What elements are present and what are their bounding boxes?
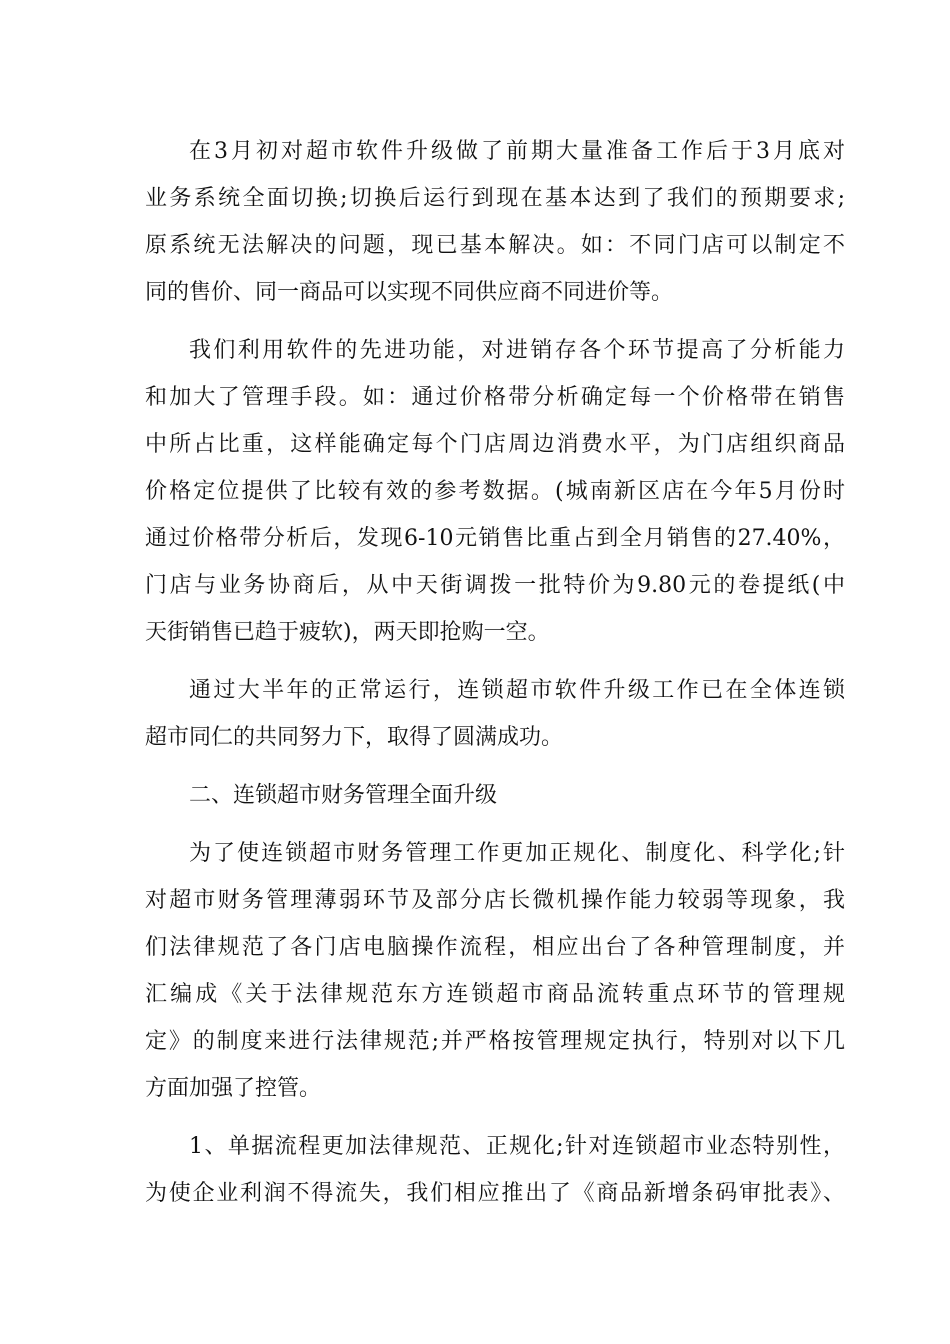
text-line: 原系统无法解决的问题，现已基本解决。如：不同门店可以制定不 [145,233,845,258]
text-line: 们法律规范了各门店电脑操作流程，相应出台了各种管理制度，并 [145,935,845,960]
text-line: 同的售价、同一商品可以实现不同供应商不同进价等。 [145,280,674,305]
paragraph-document-flow [145,1123,845,1217]
paragraph-upgrade-success [145,667,845,761]
paragraph-price-analysis [145,327,845,656]
text-line: 在3月初对超市软件升级做了前期大量准备工作后于3月底对 [189,139,845,164]
document-body [145,128,845,1228]
heading-line: 二、连锁超市财务管理全面升级 [189,783,498,808]
text-line: 为使企业利润不得流失，我们相应推出了《商品新增条码审批表》、 [145,1181,845,1206]
text-line: 通过价格带分析后，发现6-10元销售比重占到全月销售的27.40%， [145,526,845,551]
text-line: 为了使连锁超市财务管理工作更加正规化、制度化、科学化;针 [189,841,845,866]
text-line: 汇编成《关于法律规范东方连锁超市商品流转重点环节的管理规 [145,982,845,1007]
text-line: 对超市财务管理薄弱环节及部分店长微机操作能力较弱等现象，我 [145,888,845,913]
text-line: 门店与业务协商后，从中天街调拨一批特价为9.80元的卷提纸(中 [145,573,845,598]
text-line: 超市同仁的共同努力下，取得了圆满成功。 [145,725,564,750]
text-line: 方面加强了控管。 [145,1076,322,1101]
text-line: 业务系统全面切换;切换后运行到现在基本达到了我们的预期要求; [145,186,845,211]
text-line: 我们利用软件的先进功能，对进销存各个环节提高了分析能力 [189,338,845,363]
text-line: 和加大了管理手段。如：通过价格带分析确定每一个价格带在销售 [145,385,845,410]
section-heading-finance [145,772,845,819]
text-line: 1、单据流程更加法律规范、正规化;针对连锁超市业态特别性， [189,1134,845,1159]
text-line: 天街销售已趋于疲软)，两天即抢购一空。 [145,620,550,645]
text-line: 价格定位提供了比较有效的参考数据。(城南新区店在今年5月份时 [145,479,845,504]
paragraph-finance-management [145,830,845,1112]
text-line: 中所占比重，这样能确定每个门店周边消费水平，为门店组织商品 [145,432,845,457]
text-line: 通过大半年的正常运行，连锁超市软件升级工作已在全体连锁 [189,678,845,703]
text-line: 定》的制度来进行法律规范;并严格按管理规定执行，特别对以下几 [145,1029,845,1054]
paragraph-software-switch [145,128,845,316]
